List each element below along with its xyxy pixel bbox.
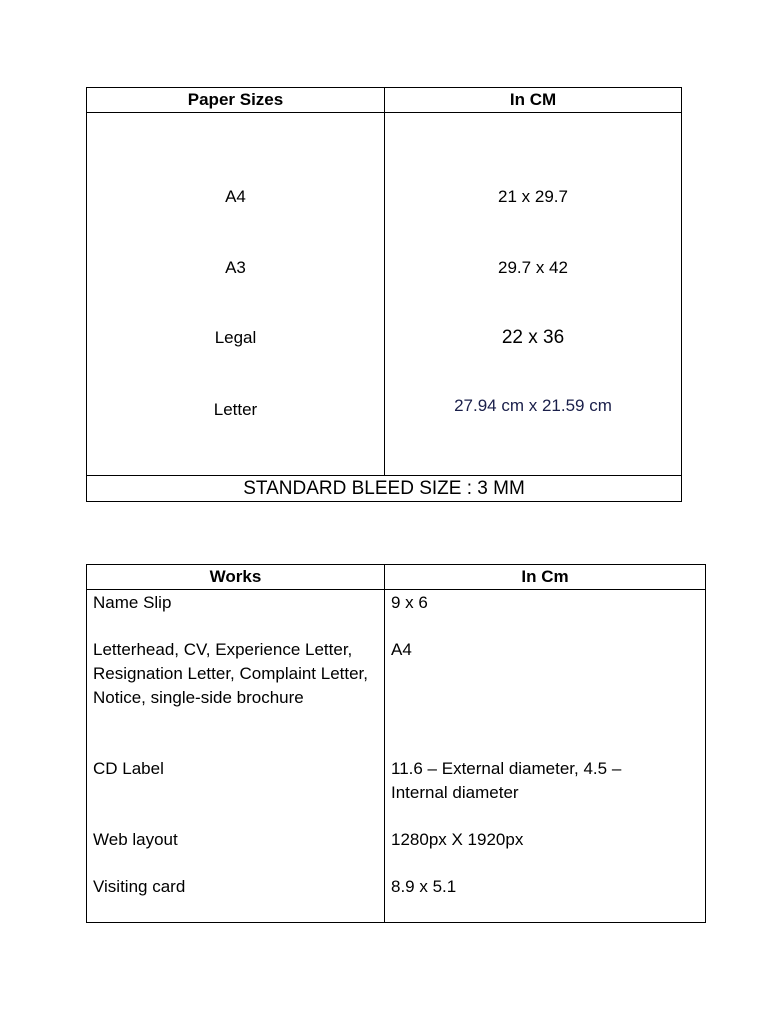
paper-sizes-header: Paper Sizes bbox=[187, 90, 284, 109]
column-divider bbox=[384, 565, 385, 922]
paper-sizes-table bbox=[86, 87, 682, 502]
work-letterhead: Letterhead, CV, Experience Letter, Resignation Letter, Complaint Letter, Notice, single-side brochure bbox=[93, 640, 368, 707]
paper-size-letter: Letter bbox=[213, 400, 258, 419]
paper-size-a3: A3 bbox=[225, 258, 246, 277]
paper-dimensions-legal: 22 x 36 bbox=[501, 327, 565, 348]
header-divider bbox=[87, 112, 681, 113]
size-letterhead: A4 bbox=[391, 640, 412, 659]
works-header: Works bbox=[209, 567, 262, 586]
size-cd-label: 11.6 – External diameter, 4.5 – Internal diameter bbox=[391, 759, 622, 802]
in-cm-header: In CM bbox=[509, 90, 557, 109]
paper-size-a4: A4 bbox=[225, 187, 246, 206]
size-name-slip: 9 x 6 bbox=[391, 593, 428, 612]
bleed-size-note: STANDARD BLEED SIZE : 3 MM bbox=[243, 478, 525, 499]
paper-dimensions-a3: 29.7 x 42 bbox=[498, 258, 568, 277]
in-cm-header: In Cm bbox=[521, 567, 569, 586]
size-web-layout: 1280px X 1920px bbox=[391, 830, 524, 849]
header-divider bbox=[87, 589, 705, 590]
work-cd-label: CD Label bbox=[93, 759, 164, 778]
works-table bbox=[86, 564, 706, 923]
work-visiting-card: Visiting card bbox=[93, 877, 186, 896]
paper-size-legal: Legal bbox=[214, 328, 257, 347]
work-name-slip: Name Slip bbox=[93, 593, 172, 612]
size-visiting-card: 8.9 x 5.1 bbox=[391, 877, 457, 896]
paper-dimensions-a4: 21 x 29.7 bbox=[498, 187, 568, 206]
work-web-layout: Web layout bbox=[93, 830, 178, 849]
paper-dimensions-letter: 27.94 cm x 21.59 cm bbox=[454, 396, 612, 415]
